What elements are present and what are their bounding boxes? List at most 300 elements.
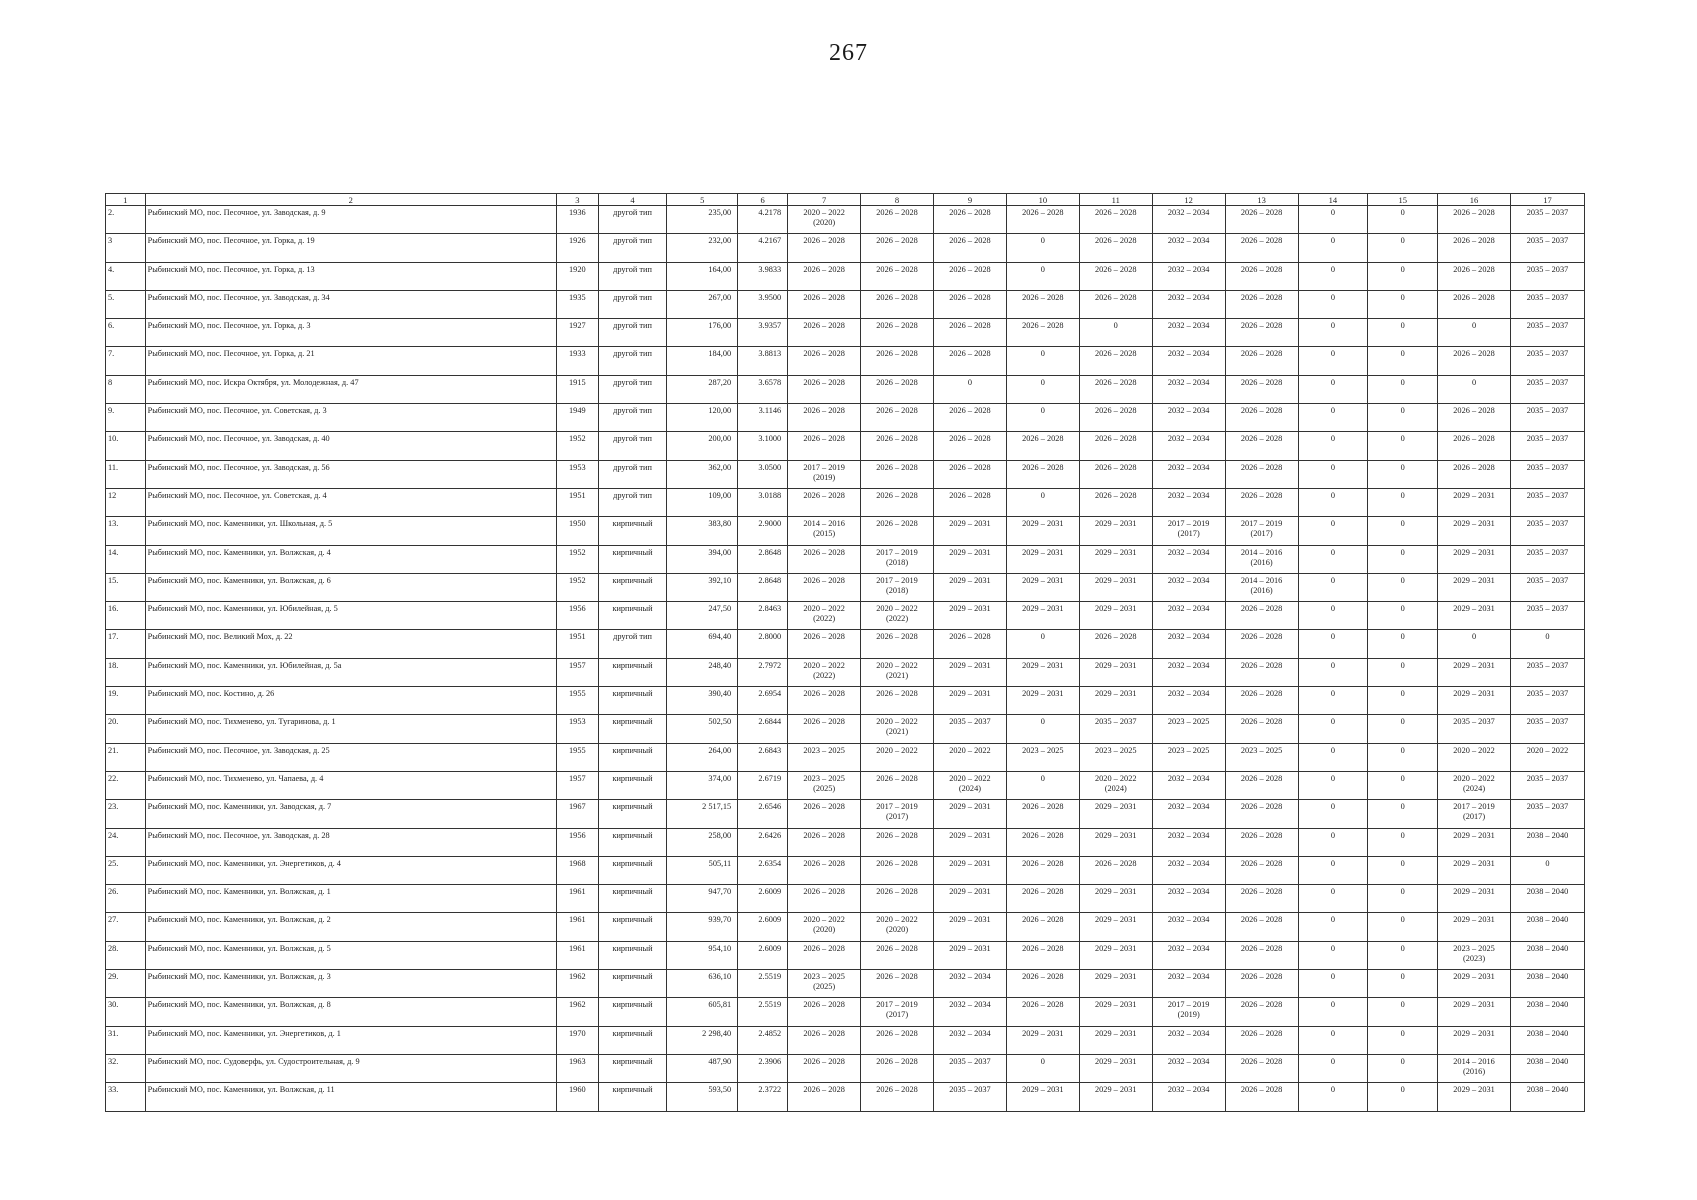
table-cell: 694,40 — [667, 630, 738, 658]
table-cell: 2026 – 2028 — [861, 234, 934, 262]
table-cell: 4.2167 — [738, 234, 788, 262]
table-cell: 2026 – 2028 — [933, 347, 1006, 375]
table-cell: 2.9000 — [738, 517, 788, 545]
table-cell: Рыбинский МО, пос. Каменники, ул. Волжская, д. 6 — [145, 573, 556, 601]
table-cell: 2026 – 2028 — [788, 687, 861, 715]
table-row — [106, 234, 1585, 262]
table-cell: 2026 – 2028 — [861, 375, 934, 403]
table-cell: 2032 – 2034 — [933, 970, 1006, 998]
table-cell: 2026 – 2028 — [933, 234, 1006, 262]
table-cell: 2035 – 2037 — [1079, 715, 1152, 743]
table-cell: 2032 – 2034 — [1152, 488, 1225, 516]
table-row — [106, 602, 1585, 630]
table-cell: 2.8463 — [738, 602, 788, 630]
table-cell: 2038 – 2040 — [1510, 941, 1584, 969]
table-cell: 2023 – 2025 — [788, 743, 861, 771]
table-row — [106, 856, 1585, 884]
table-cell: 954,10 — [667, 941, 738, 969]
table-cell: 0 — [1006, 404, 1079, 432]
table-cell: другой тип — [598, 319, 667, 347]
column-header: 3 — [556, 194, 598, 206]
table-cell: 2032 – 2034 — [1152, 1083, 1225, 1111]
register-table — [105, 193, 1585, 1112]
table-cell: 2026 – 2028 — [1225, 432, 1298, 460]
page-number: 267 — [829, 40, 868, 66]
table-cell: 2032 – 2034 — [933, 1026, 1006, 1054]
table-cell: 3.0500 — [738, 460, 788, 488]
table-cell: 2026 – 2028 — [1006, 913, 1079, 941]
table-cell: 2023 – 2025 — [1152, 743, 1225, 771]
table-cell: 2026 – 2028 — [1225, 347, 1298, 375]
table-cell: 2017 – 2019 (2017) — [861, 800, 934, 828]
table-cell: 0 — [1298, 517, 1368, 545]
table-cell: 593,50 — [667, 1083, 738, 1111]
table-cell: 2026 – 2028 — [861, 856, 934, 884]
table-cell: 14. — [106, 545, 146, 573]
table-cell: Рыбинский МО, пос. Песочное, ул. Заводская, д. 34 — [145, 290, 556, 318]
table-cell: 1951 — [556, 488, 598, 516]
table-cell: 0 — [1368, 1026, 1438, 1054]
table-cell: 267,00 — [667, 290, 738, 318]
table-cell: 2026 – 2028 — [1079, 347, 1152, 375]
table-cell: 2035 – 2037 — [1510, 347, 1584, 375]
table-cell: 2029 – 2031 — [1006, 573, 1079, 601]
table-cell: 0 — [1006, 262, 1079, 290]
table-cell: 2029 – 2031 — [1006, 1026, 1079, 1054]
table-cell: 2026 – 2028 — [1006, 856, 1079, 884]
table-cell: 2029 – 2031 — [1438, 573, 1511, 601]
table-cell: 2.6009 — [738, 885, 788, 913]
table-cell: 2026 – 2028 — [1225, 290, 1298, 318]
table-cell: 2014 – 2016 (2016) — [1225, 573, 1298, 601]
table-cell: 7. — [106, 347, 146, 375]
table-cell: 2017 – 2019 (2017) — [861, 998, 934, 1026]
table-cell: Рыбинский МО, пос. Каменники, ул. Юбилейная, д. 5а — [145, 658, 556, 686]
table-cell: 0 — [1368, 234, 1438, 262]
table-cell: 2026 – 2028 — [1006, 970, 1079, 998]
table-cell: 394,00 — [667, 545, 738, 573]
table-cell: 2014 – 2016 (2016) — [1225, 545, 1298, 573]
table-cell: 2032 – 2034 — [1152, 828, 1225, 856]
table-cell: 2026 – 2028 — [861, 460, 934, 488]
table-cell: 2029 – 2031 — [1438, 1026, 1511, 1054]
table-cell: 1955 — [556, 687, 598, 715]
table-cell: 1957 — [556, 658, 598, 686]
table-cell: другой тип — [598, 630, 667, 658]
table-cell: 0 — [1368, 913, 1438, 941]
table-cell: 1962 — [556, 970, 598, 998]
table-cell: 2029 – 2031 — [1079, 602, 1152, 630]
table-cell: кирпичный — [598, 970, 667, 998]
table-cell: 2026 – 2028 — [788, 290, 861, 318]
table-cell: 2029 – 2031 — [1438, 828, 1511, 856]
table-cell: 2020 – 2022 (2020) — [788, 206, 861, 234]
table-cell: 0 — [1298, 602, 1368, 630]
table-cell: 2035 – 2037 — [1510, 432, 1584, 460]
table-cell: другой тип — [598, 262, 667, 290]
table-cell: Рыбинский МО, пос. Каменники, ул. Юбилейная, д. 5 — [145, 602, 556, 630]
table-cell: 248,40 — [667, 658, 738, 686]
column-header: 6 — [738, 194, 788, 206]
table-cell: 2032 – 2034 — [1152, 319, 1225, 347]
table-cell: 1960 — [556, 1083, 598, 1111]
table-cell: 0 — [1510, 630, 1584, 658]
table-cell: 2020 – 2022 (2024) — [1438, 771, 1511, 799]
table-cell: 29. — [106, 970, 146, 998]
table-cell: 2026 – 2028 — [861, 206, 934, 234]
table-cell: 0 — [1006, 715, 1079, 743]
table-cell: 18. — [106, 658, 146, 686]
table-cell: 0 — [1368, 715, 1438, 743]
table-cell: 0 — [1079, 319, 1152, 347]
table-cell: 1953 — [556, 715, 598, 743]
table-cell: 2035 – 2037 — [1510, 404, 1584, 432]
table-cell: 2026 – 2028 — [1079, 206, 1152, 234]
table-cell: Рыбинский МО, пос. Песочное, ул. Горка, д. 19 — [145, 234, 556, 262]
column-header: 17 — [1510, 194, 1584, 206]
table-cell: 2023 – 2025 (2023) — [1438, 941, 1511, 969]
table-cell: 2038 – 2040 — [1510, 885, 1584, 913]
table-cell: 2026 – 2028 — [861, 262, 934, 290]
register-table-container — [105, 193, 1585, 1112]
table-cell: 2038 – 2040 — [1510, 828, 1584, 856]
table-cell: Рыбинский МО, пос. Каменники, ул. Заводская, д. 7 — [145, 800, 556, 828]
table-cell: 2029 – 2031 — [1438, 687, 1511, 715]
table-cell: 2032 – 2034 — [1152, 206, 1225, 234]
table-cell: 2020 – 2022 — [1438, 743, 1511, 771]
table-cell: 2032 – 2034 — [1152, 573, 1225, 601]
table-cell: 2038 – 2040 — [1510, 1083, 1584, 1111]
table-row — [106, 658, 1585, 686]
table-cell: 2029 – 2031 — [1438, 658, 1511, 686]
table-cell: 0 — [1368, 460, 1438, 488]
table-row — [106, 743, 1585, 771]
table-cell: 2029 – 2031 — [1079, 517, 1152, 545]
table-cell: 2035 – 2037 — [1510, 573, 1584, 601]
table-cell: 3.9357 — [738, 319, 788, 347]
table-row — [106, 828, 1585, 856]
table-cell: 2026 – 2028 — [861, 404, 934, 432]
table-cell: 2029 – 2031 — [1079, 913, 1152, 941]
column-header: 9 — [933, 194, 1006, 206]
table-cell: 23. — [106, 800, 146, 828]
table-cell: 2023 – 2025 (2025) — [788, 771, 861, 799]
table-cell: кирпичный — [598, 885, 667, 913]
table-cell: 1963 — [556, 1054, 598, 1082]
table-cell: 2029 – 2031 — [1079, 1026, 1152, 1054]
table-cell: 1920 — [556, 262, 598, 290]
table-cell: 0 — [1298, 319, 1368, 347]
table-cell: 2026 – 2028 — [788, 715, 861, 743]
table-cell: 11. — [106, 460, 146, 488]
table-cell: 25. — [106, 856, 146, 884]
table-cell: 0 — [1368, 800, 1438, 828]
table-cell: 1961 — [556, 941, 598, 969]
table-cell: 2029 – 2031 — [1438, 1083, 1511, 1111]
table-cell: 2029 – 2031 — [1079, 1054, 1152, 1082]
table-cell: 2029 – 2031 — [1079, 800, 1152, 828]
table-cell: другой тип — [598, 290, 667, 318]
table-cell: 2026 – 2028 — [788, 856, 861, 884]
table-cell: кирпичный — [598, 658, 667, 686]
table-cell: 2035 – 2037 — [1510, 290, 1584, 318]
table-cell: 2026 – 2028 — [861, 432, 934, 460]
table-cell: 1926 — [556, 234, 598, 262]
table-cell: 2.6546 — [738, 800, 788, 828]
table-row — [106, 347, 1585, 375]
table-cell: Рыбинский МО, пос. Судоверфь, ул. Судостроительная, д. 9 — [145, 1054, 556, 1082]
table-header — [106, 194, 1585, 206]
table-cell: 2026 – 2028 — [1225, 941, 1298, 969]
table-cell: 1952 — [556, 573, 598, 601]
table-cell: 2029 – 2031 — [1079, 970, 1152, 998]
table-cell: 2026 – 2028 — [861, 630, 934, 658]
table-cell: 2017 – 2019 (2019) — [788, 460, 861, 488]
table-row — [106, 488, 1585, 516]
table-cell: 3.1146 — [738, 404, 788, 432]
table-cell: 2017 – 2019 (2017) — [1438, 800, 1511, 828]
table-cell: 2026 – 2028 — [861, 319, 934, 347]
table-cell: Рыбинский МО, пос. Песочное, ул. Советская, д. 3 — [145, 404, 556, 432]
table-cell: 0 — [1368, 771, 1438, 799]
table-cell: 392,10 — [667, 573, 738, 601]
table-cell: Рыбинский МО, пос. Каменники, ул. Волжская, д. 5 — [145, 941, 556, 969]
table-cell: кирпичный — [598, 517, 667, 545]
table-cell: Рыбинский МО, пос. Тихменево, ул. Чапаева, д. 4 — [145, 771, 556, 799]
table-cell: 947,70 — [667, 885, 738, 913]
table-row — [106, 970, 1585, 998]
column-header: 5 — [667, 194, 738, 206]
table-cell: 2026 – 2028 — [788, 941, 861, 969]
table-cell: 32. — [106, 1054, 146, 1082]
table-cell: 0 — [1368, 1083, 1438, 1111]
table-cell: 2026 – 2028 — [1225, 658, 1298, 686]
table-cell: 0 — [1368, 573, 1438, 601]
table-cell: 2035 – 2037 — [1510, 460, 1584, 488]
table-cell: 264,00 — [667, 743, 738, 771]
table-cell: 0 — [1368, 347, 1438, 375]
table-cell: 2032 – 2034 — [1152, 1054, 1225, 1082]
table-cell: 2026 – 2028 — [861, 970, 934, 998]
table-cell: 1935 — [556, 290, 598, 318]
table-cell: 30. — [106, 998, 146, 1026]
table-cell: другой тип — [598, 432, 667, 460]
table-cell: 2026 – 2028 — [1079, 432, 1152, 460]
table-cell: 2029 – 2031 — [933, 545, 1006, 573]
table-cell: 2026 – 2028 — [1438, 404, 1511, 432]
table-cell: 0 — [1298, 290, 1368, 318]
table-cell: 2026 – 2028 — [788, 1026, 861, 1054]
table-cell: 2026 – 2028 — [861, 771, 934, 799]
table-cell: 2026 – 2028 — [933, 262, 1006, 290]
table-cell: 16. — [106, 602, 146, 630]
table-cell: 10. — [106, 432, 146, 460]
table-cell: 0 — [1298, 687, 1368, 715]
table-cell: 2026 – 2028 — [788, 262, 861, 290]
table-cell: 2026 – 2028 — [933, 630, 1006, 658]
column-header: 11 — [1079, 194, 1152, 206]
table-cell: другой тип — [598, 488, 667, 516]
table-cell: 2017 – 2019 (2017) — [1225, 517, 1298, 545]
table-cell: 1962 — [556, 998, 598, 1026]
table-cell: 2032 – 2034 — [1152, 545, 1225, 573]
table-cell: 2026 – 2028 — [1438, 262, 1511, 290]
table-cell: 2032 – 2034 — [1152, 234, 1225, 262]
table-cell: 20. — [106, 715, 146, 743]
table-cell: 2026 – 2028 — [1438, 206, 1511, 234]
table-cell: 2026 – 2028 — [788, 432, 861, 460]
table-cell: 2.7972 — [738, 658, 788, 686]
table-cell: 2020 – 2022 — [1510, 743, 1584, 771]
table-cell: Рыбинский МО, пос. Песочное, ул. Горка, д. 3 — [145, 319, 556, 347]
table-cell: 2029 – 2031 — [1006, 517, 1079, 545]
table-cell: 2032 – 2034 — [1152, 913, 1225, 941]
table-cell: 0 — [1368, 206, 1438, 234]
table-cell: 383,80 — [667, 517, 738, 545]
table-cell: Рыбинский МО, пос. Песочное, ул. Заводская, д. 28 — [145, 828, 556, 856]
table-cell: 2023 – 2025 — [1225, 743, 1298, 771]
column-header: 12 — [1152, 194, 1225, 206]
table-cell: 2032 – 2034 — [1152, 262, 1225, 290]
table-cell: 2029 – 2031 — [1006, 1083, 1079, 1111]
table-cell: 0 — [1298, 743, 1368, 771]
table-cell: 2014 – 2016 (2016) — [1438, 1054, 1511, 1082]
table-cell: 0 — [1298, 375, 1368, 403]
table-cell: 2.3722 — [738, 1083, 788, 1111]
table-cell: 22. — [106, 771, 146, 799]
table-cell: 2026 – 2028 — [1079, 856, 1152, 884]
table-cell: 2032 – 2034 — [1152, 658, 1225, 686]
table-cell: 0 — [1368, 375, 1438, 403]
table-cell: 2026 – 2028 — [1006, 206, 1079, 234]
table-cell: Рыбинский МО, пос. Каменники, ул. Волжская, д. 11 — [145, 1083, 556, 1111]
column-header: 8 — [861, 194, 934, 206]
table-cell: 1970 — [556, 1026, 598, 1054]
table-cell: 2026 – 2028 — [1225, 715, 1298, 743]
table-cell: 2026 – 2028 — [1079, 290, 1152, 318]
table-cell: 2026 – 2028 — [788, 630, 861, 658]
table-cell: 235,00 — [667, 206, 738, 234]
table-cell: кирпичный — [598, 941, 667, 969]
table-cell: 0 — [1006, 234, 1079, 262]
table-body — [106, 206, 1585, 1112]
table-cell: 2035 – 2037 — [1510, 517, 1584, 545]
table-cell: 0 — [1298, 460, 1368, 488]
table-cell: кирпичный — [598, 687, 667, 715]
table-cell: 287,20 — [667, 375, 738, 403]
table-cell: 0 — [1298, 885, 1368, 913]
table-cell: 2038 – 2040 — [1510, 1026, 1584, 1054]
table-cell: 2026 – 2028 — [1079, 375, 1152, 403]
table-row — [106, 319, 1585, 347]
table-cell: 2026 – 2028 — [861, 290, 934, 318]
table-cell: 2035 – 2037 — [1510, 545, 1584, 573]
table-row — [106, 404, 1585, 432]
table-cell: 2023 – 2025 (2025) — [788, 970, 861, 998]
table-cell: другой тип — [598, 206, 667, 234]
table-cell: 2.4852 — [738, 1026, 788, 1054]
table-cell: 0 — [1006, 488, 1079, 516]
table-cell: 184,00 — [667, 347, 738, 375]
table-cell: 2017 – 2019 (2018) — [861, 573, 934, 601]
table-cell: другой тип — [598, 404, 667, 432]
table-cell: 2020 – 2022 (2022) — [861, 602, 934, 630]
table-cell: 2029 – 2031 — [933, 885, 1006, 913]
table-cell: 2029 – 2031 — [1079, 687, 1152, 715]
table-cell: 2020 – 2022 (2024) — [933, 771, 1006, 799]
table-cell: 2026 – 2028 — [788, 1054, 861, 1082]
table-cell: 1968 — [556, 856, 598, 884]
table-cell: 2020 – 2022 (2021) — [861, 715, 934, 743]
table-cell: кирпичный — [598, 1054, 667, 1082]
table-cell: 2026 – 2028 — [1006, 290, 1079, 318]
table-cell: кирпичный — [598, 1083, 667, 1111]
table-cell: 2029 – 2031 — [1438, 970, 1511, 998]
table-cell: 1933 — [556, 347, 598, 375]
table-cell: 2020 – 2022 — [861, 743, 934, 771]
table-cell: 2026 – 2028 — [1225, 687, 1298, 715]
table-cell: 0 — [1298, 828, 1368, 856]
table-cell: 28. — [106, 941, 146, 969]
table-cell: 0 — [1368, 856, 1438, 884]
table-cell: 2032 – 2034 — [1152, 771, 1225, 799]
table-cell: 247,50 — [667, 602, 738, 630]
table-cell: 2026 – 2028 — [861, 1054, 934, 1082]
table-cell: 2026 – 2028 — [788, 347, 861, 375]
table-cell: кирпичный — [598, 800, 667, 828]
table-cell: 2026 – 2028 — [933, 404, 1006, 432]
table-cell: 2035 – 2037 — [933, 1054, 1006, 1082]
column-header: 10 — [1006, 194, 1079, 206]
table-row — [106, 630, 1585, 658]
table-cell: 2026 – 2028 — [1225, 1026, 1298, 1054]
column-header: 16 — [1438, 194, 1511, 206]
table-cell: 2029 – 2031 — [1079, 573, 1152, 601]
table-cell: 3.9500 — [738, 290, 788, 318]
table-cell: 2020 – 2022 (2021) — [861, 658, 934, 686]
table-cell: Рыбинский МО, пос. Песочное, ул. Горка, д. 21 — [145, 347, 556, 375]
table-cell: 2032 – 2034 — [933, 998, 1006, 1026]
table-cell: 2026 – 2028 — [1438, 460, 1511, 488]
table-cell: 362,00 — [667, 460, 738, 488]
table-row — [106, 913, 1585, 941]
table-cell: 2032 – 2034 — [1152, 970, 1225, 998]
table-cell: 2026 – 2028 — [933, 290, 1006, 318]
table-row — [106, 885, 1585, 913]
table-cell: 2020 – 2022 (2022) — [788, 602, 861, 630]
table-cell: 2029 – 2031 — [1079, 885, 1152, 913]
table-cell: 2038 – 2040 — [1510, 998, 1584, 1026]
table-cell: 1951 — [556, 630, 598, 658]
table-cell: 2026 – 2028 — [1006, 319, 1079, 347]
table-cell: 2017 – 2019 (2018) — [861, 545, 934, 573]
table-cell: 0 — [1298, 998, 1368, 1026]
table-cell: 2032 – 2034 — [1152, 885, 1225, 913]
table-cell: 0 — [1368, 1054, 1438, 1082]
table-cell: 2026 – 2028 — [788, 319, 861, 347]
table-cell: 2026 – 2028 — [1079, 262, 1152, 290]
table-cell: 2.8648 — [738, 545, 788, 573]
table-cell: кирпичный — [598, 545, 667, 573]
table-cell: 2017 – 2019 (2017) — [1152, 517, 1225, 545]
table-cell: 2029 – 2031 — [1438, 602, 1511, 630]
table-cell: кирпичный — [598, 771, 667, 799]
table-cell: 2029 – 2031 — [1438, 913, 1511, 941]
table-cell: 33. — [106, 1083, 146, 1111]
table-cell: 0 — [1298, 913, 1368, 941]
table-cell: 2026 – 2028 — [1225, 970, 1298, 998]
table-cell: 2035 – 2037 — [1510, 234, 1584, 262]
